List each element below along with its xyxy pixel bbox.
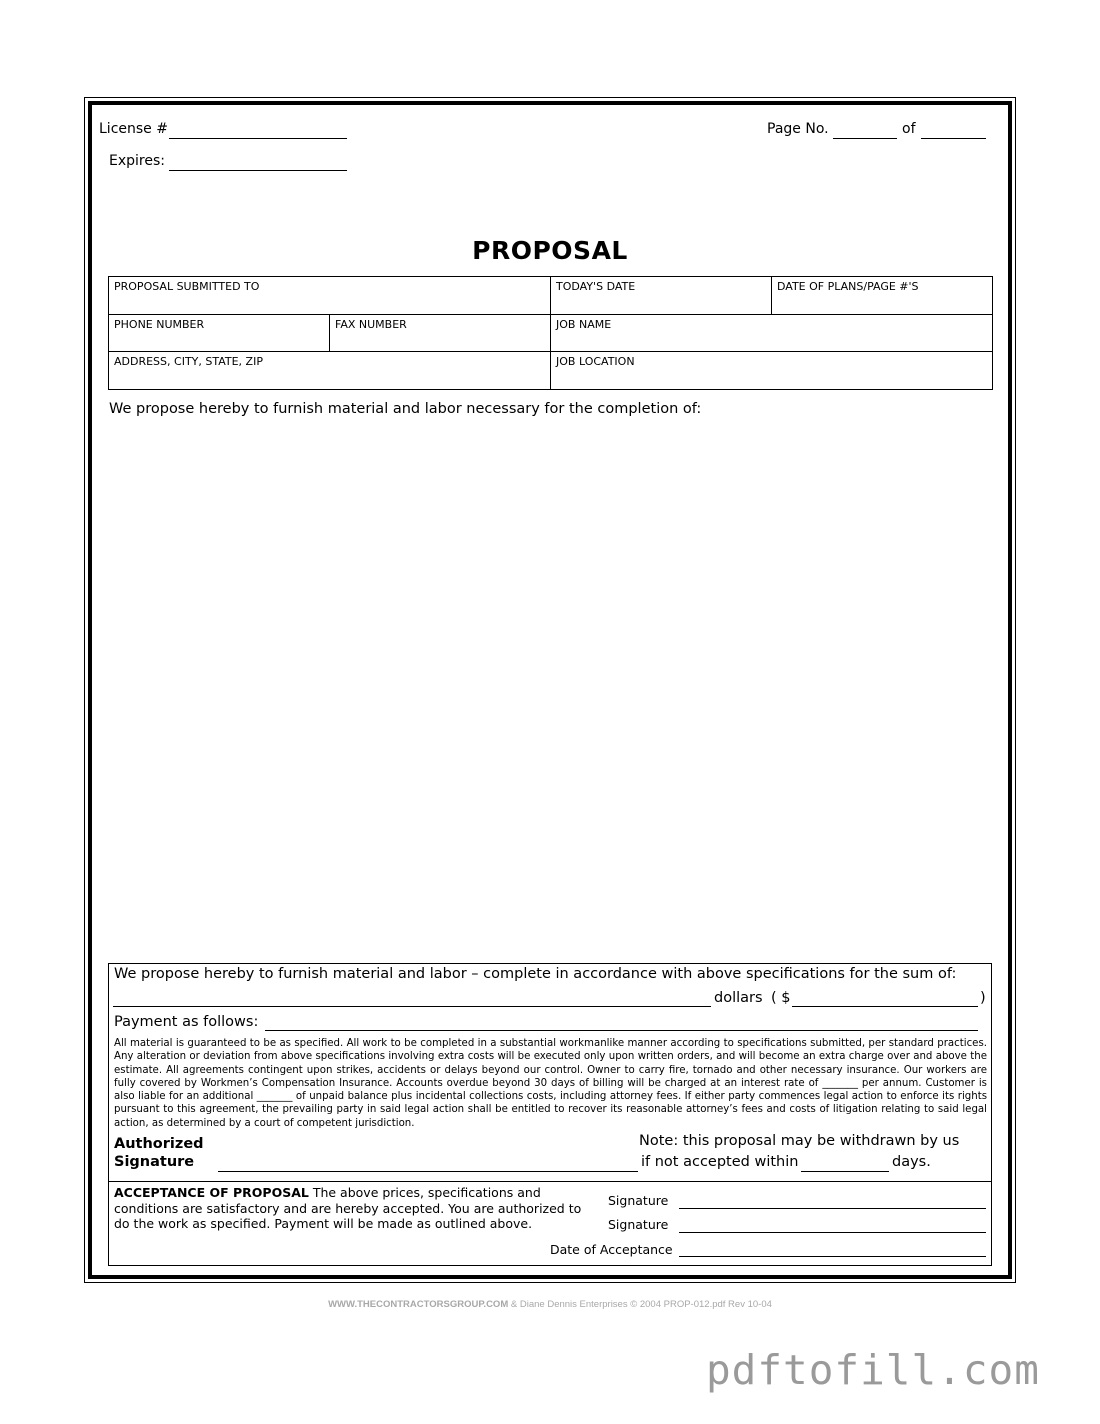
terms-part-1: All material is guaranteed to be as specified. All work to be completed in a substantial workmanlike manner according to specifications submitted, per standard practices. Any alteration or deviation from above specifications involving extra costs will be executed only upon written orders, and will become an extra charge over and above the estimate. All agreements contingent upon strikes, accidents or delays beyond our control. Owner to carry fire, tornado and other necessary insurance. Our workers are fully covered by Workmen’s Compensation Insurance. Accounts overdue beyond 30 days of billing will be charged at an interest rate of <box>114 1038 987 1089</box>
days-label: days. <box>892 1154 931 1170</box>
interest-rate-blank[interactable]: _______ <box>822 1077 858 1089</box>
dollar-open: ( $ <box>771 990 791 1006</box>
collection-fee-blank[interactable]: _______ <box>256 1091 293 1103</box>
watermark-logo: pdftofill.com <box>706 1346 1040 1394</box>
withdraw-note: Note: this proposal may be withdrawn by us <box>639 1133 960 1149</box>
page-title: PROPOSAL <box>472 236 628 265</box>
payment-label: Payment as follows: <box>114 1014 259 1030</box>
page-no-field[interactable] <box>833 138 897 139</box>
page-total-field[interactable] <box>921 138 986 139</box>
proposal-submitted-to-label: PROPOSAL SUBMITTED TO <box>114 280 260 293</box>
payment-terms-field[interactable] <box>265 1030 978 1031</box>
job-location-label: JOB LOCATION <box>556 355 635 368</box>
todays-date-label: TODAY'S DATE <box>556 280 636 293</box>
proposal-submitted-to-cell[interactable] <box>109 277 551 315</box>
acceptance-signature-label-1: Signature <box>608 1193 669 1208</box>
expires-field[interactable] <box>169 170 347 171</box>
scope-intro-text: We propose hereby to furnish material and labor necessary for the completion of: <box>109 401 702 417</box>
signature-label: Signature <box>114 1154 195 1170</box>
acceptance-text <box>114 1185 584 1232</box>
scope-of-work-area[interactable] <box>109 425 992 950</box>
job-location-cell[interactable] <box>551 352 993 390</box>
acceptance-body: The above prices, specifications and conditions are satisfactory and are hereby accepted. You are authorized to do the work as specified. Payment will be made as outlined above. <box>114 1185 582 1231</box>
authorized-signature-field[interactable] <box>218 1171 638 1172</box>
page-of-label: of <box>902 121 916 137</box>
dollars-label: dollars <box>714 990 763 1006</box>
authorized-label: Authorized <box>114 1136 204 1152</box>
date-of-acceptance-label: Date of Acceptance <box>550 1242 673 1257</box>
license-label: License # <box>99 121 168 137</box>
sum-statement: We propose hereby to furnish material and labor – complete in accordance with above specifications for the sum of: <box>114 966 957 982</box>
address-cell[interactable] <box>109 352 551 390</box>
phone-number-label: PHONE NUMBER <box>114 318 205 331</box>
page-no-label: Page No. <box>767 121 829 137</box>
expires-label: Expires: <box>109 153 165 169</box>
accept-within-label: if not accepted within <box>641 1154 799 1170</box>
sum-amount-field[interactable] <box>792 1006 978 1007</box>
date-of-acceptance-field[interactable] <box>679 1256 986 1257</box>
phone-number-cell[interactable] <box>109 315 330 352</box>
license-field[interactable] <box>169 138 347 139</box>
terms-part-3: of unpaid balance plus incidental collections costs, including attorney fees. If either party commences legal action to enforce its rights pursuant to this agreement, the prevailing party in said legal action shall be entitled to recover its reasonable attorney’s fees and costs of litigation relating to said legal action, as determined by a court of competent jurisdiction. <box>114 1091 987 1129</box>
fax-number-cell[interactable] <box>330 315 551 352</box>
footer-copyright: & Diane Dennis Enterprises © 2004 PROP-012.pdf Rev 10-04 <box>510 1299 772 1310</box>
acceptance-heading: ACCEPTANCE OF PROPOSAL <box>114 1185 309 1200</box>
terms-paragraph <box>114 1037 987 1130</box>
acceptance-signature-label-2: Signature <box>608 1217 669 1232</box>
dollar-close: ) <box>980 990 986 1006</box>
date-of-plans-label: DATE OF PLANS/PAGE #'S <box>777 280 919 293</box>
address-label: ADDRESS, CITY, STATE, ZIP <box>114 355 263 368</box>
accept-within-days-field[interactable] <box>801 1171 889 1172</box>
job-name-cell[interactable] <box>551 315 993 352</box>
job-name-label: JOB NAME <box>556 318 612 331</box>
terms-part-2: per annum. Customer is also liable for an additional <box>114 1077 987 1103</box>
sum-words-field[interactable] <box>113 1006 711 1007</box>
acceptance-divider <box>108 1181 992 1182</box>
todays-date-cell[interactable] <box>551 277 772 315</box>
acceptance-signature-field-1[interactable] <box>679 1208 986 1209</box>
proposal-info-table <box>108 276 993 390</box>
footer-site-link[interactable]: WWW.THECONTRACTORSGROUP.COM <box>328 1299 509 1310</box>
fax-number-label: FAX NUMBER <box>335 318 407 331</box>
date-of-plans-cell[interactable] <box>772 277 993 315</box>
footer-text <box>0 1299 1100 1310</box>
acceptance-signature-field-2[interactable] <box>679 1232 986 1233</box>
